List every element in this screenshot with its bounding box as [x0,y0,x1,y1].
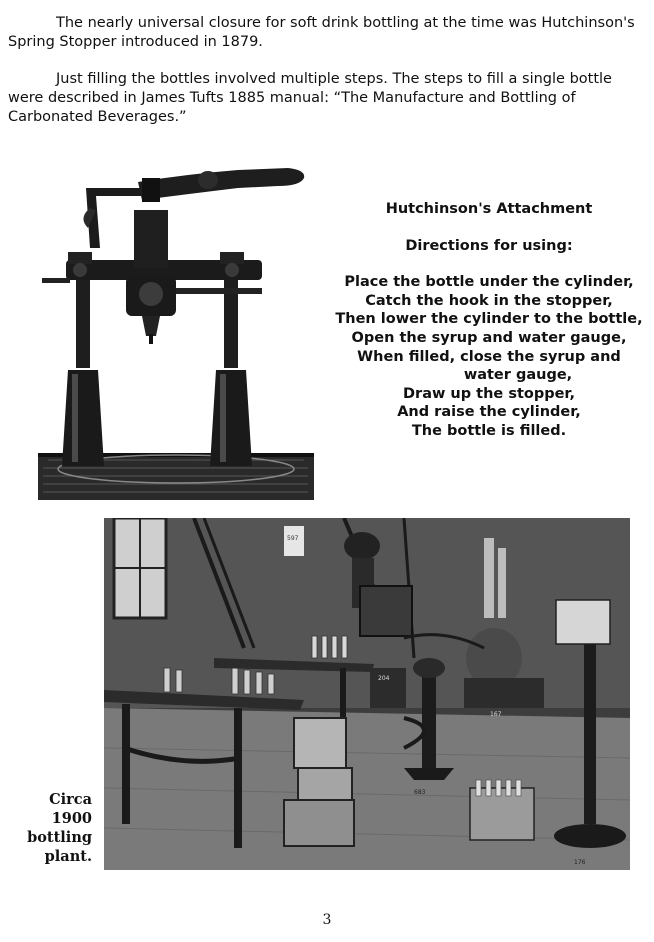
steps-paragraph [8,70,638,127]
plant-label-204: 204 [378,675,390,682]
plant-label-167: 167 [490,711,502,718]
plant-label-176: 176 [574,859,586,866]
hutchinson-attachment-illustration [38,148,314,500]
directions-list [330,273,648,440]
directions-line: Draw up the stopper, [403,385,575,402]
steps-paragraph-text: Just filling the bottles involved multiple steps. The steps to fill a single bottle were described in James Tufts 1885 manual: “The Manufacture and Bottling of Carbonated Beverages.” [8,71,612,125]
directions-block [330,200,648,441]
caption-line: Circa [49,791,92,808]
intro-paragraph-text: The nearly universal closure for soft drink bottling at the time was Hutchinson's Spring Stopper introduced in 1879. [8,15,635,50]
bottling-plant-photo [104,518,630,870]
plant-label-683: 683 [414,789,426,796]
directions-line: Open the syrup and water gauge, [351,329,627,346]
directions-line: water gauge, [463,367,573,384]
page-number: 3 [322,912,332,928]
intro-paragraph [8,14,638,52]
plant-label-597: 597 [287,535,299,542]
caption-line: 1900 [51,810,92,827]
caption-line: plant. [44,848,92,865]
directions-line: And raise the cylinder, [397,404,581,421]
directions-line: When filled, close the syrup and [357,348,621,365]
directions-subtitle: Directions for using: [405,237,573,254]
caption-line: bottling [27,829,92,846]
directions-line: The bottle is filled. [411,422,567,439]
attachment-title: Hutchinson's Attachment [385,201,593,217]
directions-line: Then lower the cylinder to the bottle, [335,311,643,328]
directions-line: Place the bottle under the cylinder, [344,274,634,291]
photo-caption [10,790,92,866]
directions-line: Catch the hook in the stopper, [365,292,613,309]
